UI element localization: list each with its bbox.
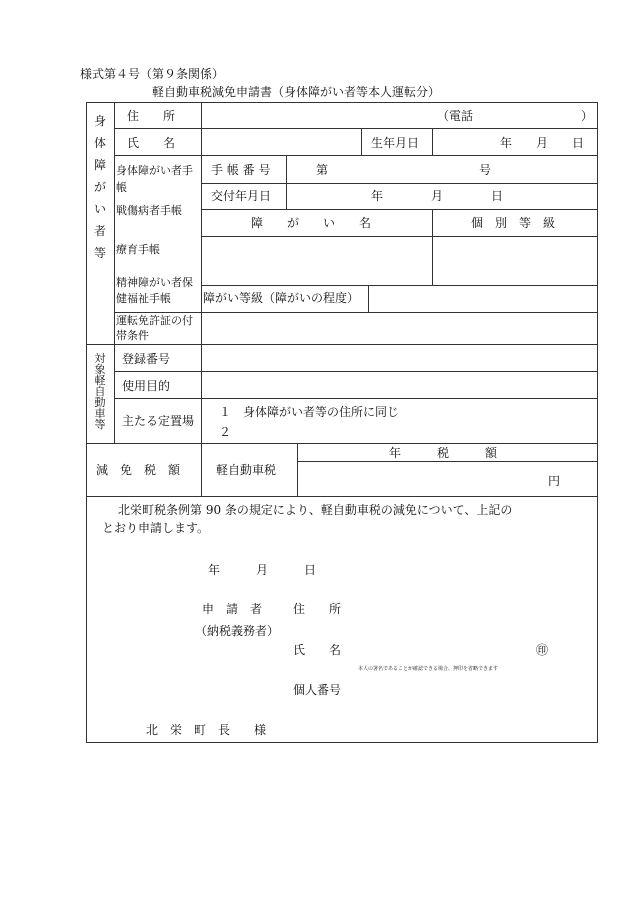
col-line: [286, 155, 287, 209]
birthdate-label: 生年月日: [371, 136, 420, 150]
row-line: [201, 236, 598, 237]
notebook-rehab: 療育手帳: [116, 243, 160, 256]
disability-name-label: 障 が い 名: [251, 216, 372, 230]
col-line: [297, 443, 298, 496]
phone-label: （電話 ）: [437, 109, 594, 123]
reduction-amount-label: 減 免 税 額: [96, 463, 181, 477]
personal-number-label: 個人番号: [293, 683, 342, 697]
application-date: 年 月 日: [208, 563, 317, 577]
section-line: [86, 496, 598, 497]
col-line: [361, 128, 362, 155]
annual-tax-label: 年 税 額: [389, 446, 498, 460]
col-line: [368, 285, 369, 312]
purpose-label: 使用目的: [122, 379, 171, 393]
book-number-label: 手 帳 番 号: [211, 163, 271, 177]
notebook-mental-cont: 健福祉手帳: [116, 292, 171, 305]
applicant-address-label: 住 所: [293, 602, 342, 616]
tax-type-label: 軽自動車税: [216, 463, 277, 477]
row-line: [114, 371, 598, 372]
license-condition: 運転免許証の付: [116, 314, 193, 327]
row-line: [114, 398, 598, 399]
col-line: [432, 209, 433, 285]
col-line: [114, 102, 115, 444]
license-condition-cont: 帯条件: [116, 329, 149, 342]
declaration-text-cont: とおり申請します。: [102, 521, 210, 535]
row-line: [114, 155, 598, 156]
yen-unit: 円: [548, 474, 561, 488]
name-label: 氏 名: [127, 136, 176, 150]
notebook-mental: 精神障がい者保: [116, 276, 193, 289]
section-person-label: 身 体 障 が い 者 等: [93, 114, 106, 260]
issue-date-value: 年 月 日: [371, 189, 504, 203]
book-number-prefix: 第: [316, 163, 329, 177]
section-line: [86, 443, 598, 444]
row-line: [114, 312, 598, 313]
col-line: [201, 102, 202, 496]
seal-mark: ㊞: [536, 643, 549, 657]
row-line: [297, 461, 598, 462]
parking-option-2: ２: [219, 425, 232, 439]
section-vehicle-label: 対 象 軽 自 動 車 等: [94, 352, 106, 431]
col-line: [432, 128, 433, 155]
parking-option-1: １ 身体障がい者等の住所に同じ: [219, 405, 400, 419]
applicant-name-label: 氏 名: [293, 643, 342, 657]
form-title: 軽自動車税減免申請書（身体障がい者等本人運転分）: [152, 85, 441, 99]
registration-number-label: 登録番号: [122, 352, 171, 366]
notebook-physical-cont: 帳: [116, 181, 127, 194]
row-line: [114, 128, 598, 129]
parking-place-label: 主たる定置場: [122, 414, 195, 428]
applicant-label: 申 請 者: [202, 602, 263, 616]
issue-date-label: 交付年月日: [211, 189, 272, 203]
disability-grade-label: 障がい等級（障がいの程度）: [203, 291, 360, 305]
book-number-suffix: 号: [479, 163, 492, 177]
declaration-text: 北栄町税条例第 90 条の規定により、軽自動車税の減免について、上記の: [118, 503, 513, 517]
addressee: 北 栄 町 長 様: [146, 723, 267, 737]
notebook-physical: 身体障がい者手: [116, 164, 193, 177]
grade-label: 個 別 等 級: [471, 216, 556, 230]
row-line: [201, 285, 598, 286]
address-label: 住 所: [127, 109, 176, 123]
row-line: [201, 209, 598, 210]
section-line: [86, 344, 598, 345]
form-number: 様式第４号（第９条関係）: [80, 67, 225, 81]
row-line: [201, 183, 598, 184]
birthdate-value: 年 月 日: [500, 136, 585, 150]
seal-note: 本人の署名であることが確認できる場合、押印を省略できます: [358, 666, 499, 672]
notebook-war-injury: 戦傷病者手帳: [116, 204, 182, 217]
taxpayer-label: （納税義務者）: [195, 624, 280, 638]
